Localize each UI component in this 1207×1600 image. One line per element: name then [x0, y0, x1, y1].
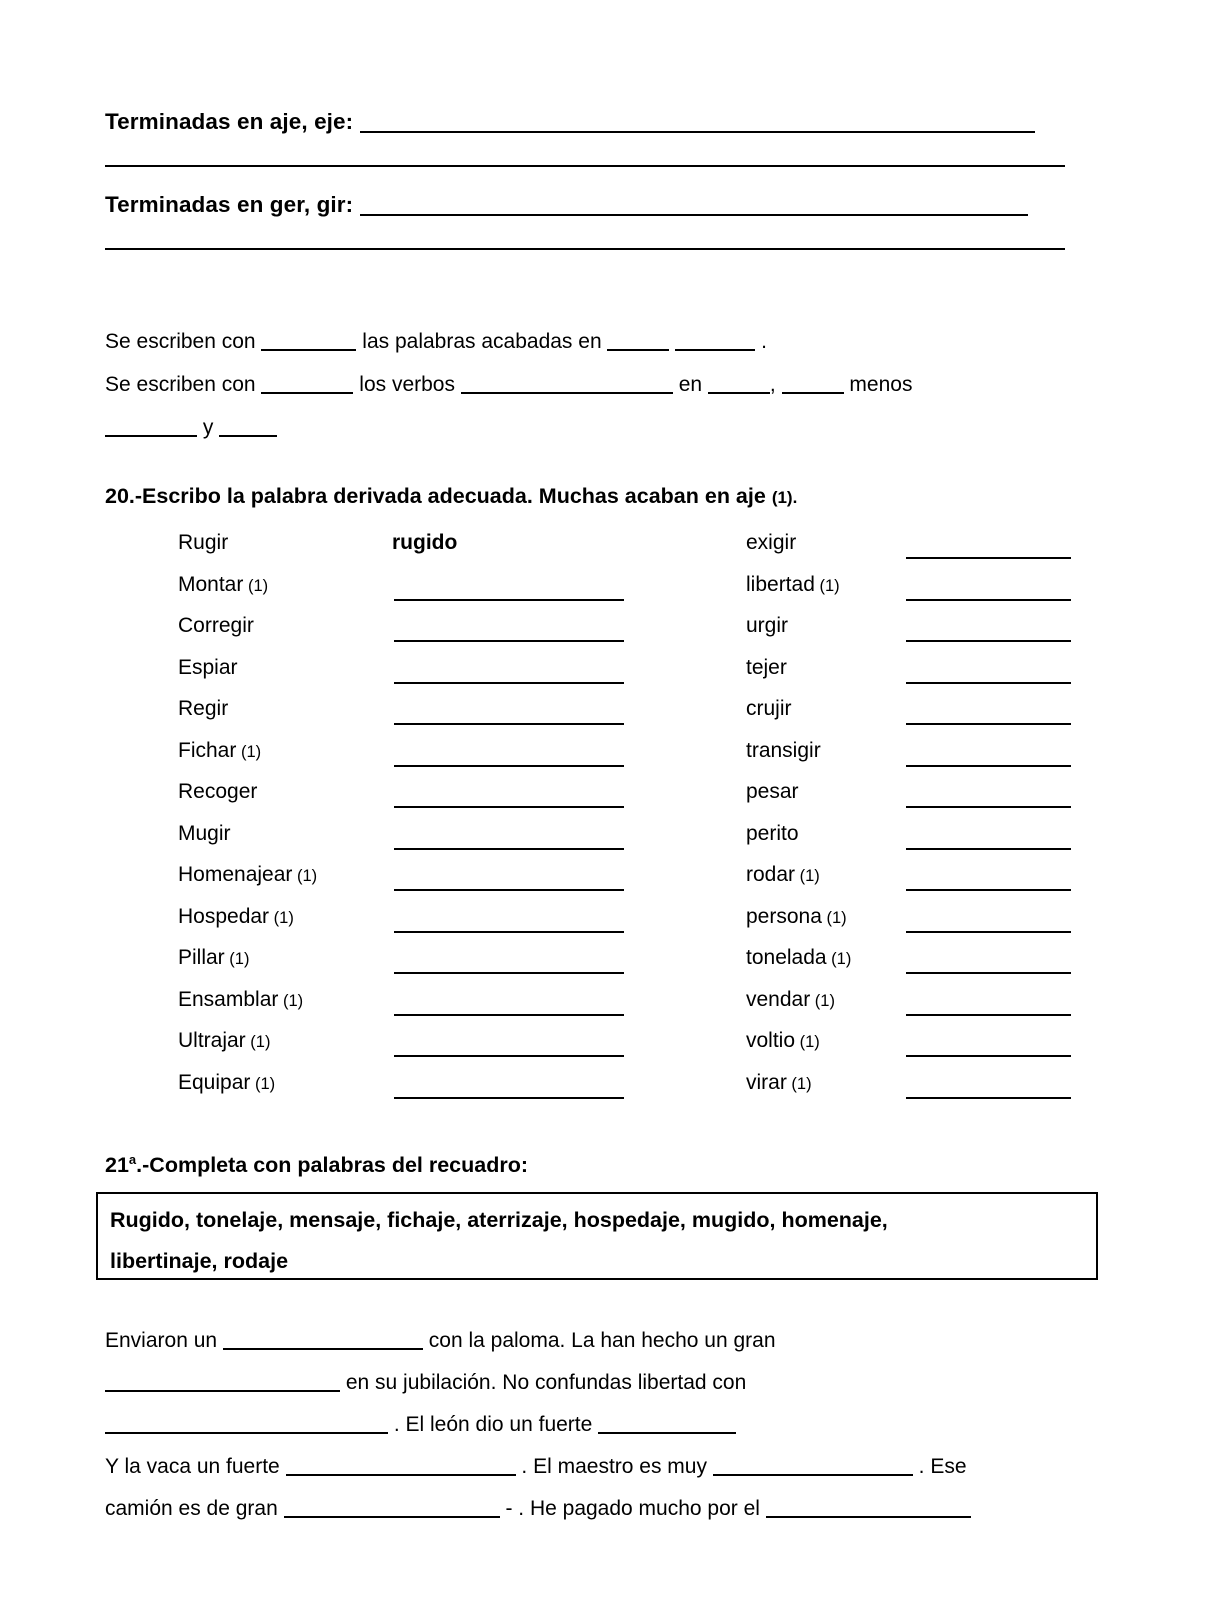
exercise-20-left-answer-blank[interactable]	[394, 931, 624, 933]
exercise-20-row	[0, 654, 1207, 696]
exercise-20-left-answer-blank[interactable]	[394, 765, 624, 767]
cloze4-text-2: . El maestro es muy	[521, 1455, 707, 1478]
word-bank-line-2: libertinaje, rodaje	[110, 1249, 289, 1273]
exercise-20-left-answer-blank[interactable]	[394, 1055, 624, 1057]
rule2-comma: ,	[769, 373, 776, 396]
exercise-20-right-answer-blank[interactable]	[906, 682, 1071, 684]
exercise-21-title-text: .-Completa con palabras del recuadro:	[136, 1153, 529, 1178]
rule1-text-2: las palabras acabadas en	[362, 330, 602, 353]
exercise-20-title-text: 20.-Escribo la palabra derivada adecuada. Muchas acaban en aje	[105, 484, 766, 508]
exercise-20-left-word: Rugir	[178, 531, 229, 554]
endings-section	[105, 108, 1070, 274]
spelling-rules-section	[105, 320, 1105, 449]
rule3-blank-1[interactable]	[105, 414, 197, 437]
exercise-20-row	[0, 1027, 1207, 1069]
exercise-20-left-word: Regir	[178, 697, 229, 720]
rule1-blank-1[interactable]	[261, 328, 356, 351]
exercise-20-right-word: transigir	[746, 738, 821, 762]
exercise-20-right-answer-blank[interactable]	[906, 723, 1071, 725]
exercise-20-row	[0, 986, 1207, 1028]
exercise-20-right-answer-blank[interactable]	[906, 931, 1071, 933]
exercise-20-right-answer-blank[interactable]	[906, 557, 1071, 559]
exercise-20-row	[0, 571, 1207, 613]
exercise-20-right-word: perito	[746, 821, 799, 845]
exercise-20-right-answer-blank[interactable]	[906, 765, 1071, 767]
endings-rule-ger-gir-continuation[interactable]	[105, 248, 1065, 250]
exercise-20-right-answer-blank[interactable]	[906, 1097, 1071, 1099]
word-bank-box	[96, 1192, 1098, 1280]
rule2-text-2: los verbos	[359, 373, 455, 396]
exercise-20-left-word-note: (1)	[224, 950, 250, 968]
rule1-blank-3[interactable]	[675, 328, 755, 351]
cloze-line-2	[105, 1362, 1135, 1404]
cloze1-text-2: con la paloma. La han hecho un gran	[428, 1329, 776, 1352]
exercise-20-left-word-note: (1)	[245, 1033, 271, 1051]
exercise-20-row	[0, 737, 1207, 779]
cloze-paragraph-section	[105, 1320, 1135, 1530]
exercise-20-right-word: pesar	[746, 780, 799, 803]
exercise-20-right-word: rodar (1)	[746, 863, 820, 886]
exercise-20-left-answer-blank[interactable]	[394, 682, 624, 684]
rule-line-1	[105, 320, 1105, 363]
rule-line-2	[105, 363, 1105, 406]
exercise-20-left-answer-blank[interactable]	[394, 972, 624, 974]
rule2-blank-4[interactable]	[782, 371, 844, 394]
endings-label-aje-eje: Terminadas en aje, eje:	[105, 109, 354, 135]
cloze4-blank-1[interactable]	[286, 1453, 516, 1476]
rule1-text-3: .	[761, 330, 767, 353]
exercise-20-right-word-note: (1)	[795, 867, 820, 885]
cloze3-blank-2[interactable]	[598, 1411, 736, 1434]
cloze-line-4	[105, 1446, 1135, 1488]
cloze3-blank-1[interactable]	[105, 1411, 388, 1434]
exercise-20-left-word: Ultrajar (1)	[178, 1029, 271, 1052]
exercise-20-left-word: Mugir	[178, 821, 231, 845]
exercise-20-right-word-note: (1)	[826, 950, 852, 968]
cloze2-text-1: en su jubilación. No confundas libertad con	[345, 1371, 747, 1394]
exercise-21-title	[105, 1152, 528, 1178]
exercise-20-title-note: (1).	[771, 488, 798, 507]
rule1-blank-2[interactable]	[607, 328, 669, 351]
exercise-20-row	[0, 944, 1207, 986]
exercise-20-row	[0, 903, 1207, 945]
exercise-20-left-word: Pillar (1)	[178, 946, 250, 969]
cloze-line-5	[105, 1488, 1135, 1530]
exercise-20-left-word: Espiar	[178, 655, 238, 679]
cloze5-blank-1[interactable]	[284, 1495, 500, 1518]
rule2-text-1: Se escriben con	[105, 373, 256, 396]
exercise-20-left-word: Fichar (1)	[178, 738, 262, 762]
rule-line-3	[105, 406, 1105, 449]
endings-row-ger-gir	[105, 191, 1070, 218]
exercise-20-right-word: crujir	[746, 697, 792, 720]
exercise-20-row	[0, 529, 1207, 571]
endings-rule-aje-eje-continuation[interactable]	[105, 165, 1065, 167]
cloze2-blank-1[interactable]	[105, 1369, 340, 1392]
endings-row-aje-eje	[105, 108, 1070, 135]
rule2-text-3: en	[678, 373, 703, 396]
exercise-20-row	[0, 695, 1207, 737]
word-bank-line-1: Rugido, tonelaje, mensaje, fichaje, aterrizaje, hospedaje, mugido, homenaje,	[110, 1208, 888, 1232]
exercise-20-right-word-note: (1)	[821, 908, 847, 927]
rule2-blank-1[interactable]	[261, 371, 353, 394]
exercise-20-right-word: exigir	[746, 531, 797, 554]
exercise-20-left-word: Hospedar (1)	[178, 904, 294, 928]
exercise-20-left-word-note: (1)	[278, 991, 304, 1010]
endings-label-ger-gir: Terminadas en ger, gir:	[105, 192, 354, 218]
exercise-20-right-word: libertad (1)	[746, 572, 840, 596]
exercise-20-right-word-note: (1)	[814, 576, 840, 595]
exercise-20-right-answer-blank[interactable]	[906, 889, 1071, 891]
rule1-text-1: Se escriben con	[105, 330, 256, 353]
exercise-20-left-word-note: (1)	[292, 867, 318, 885]
endings-blank-aje-eje[interactable]	[360, 108, 1035, 133]
exercise-20-right-word-note: (1)	[795, 1033, 820, 1051]
exercise-21-number: 21	[105, 1153, 129, 1178]
exercise-20-left-answer-blank[interactable]	[394, 1014, 624, 1016]
exercise-20-left-answer-blank[interactable]	[394, 889, 624, 891]
exercise-20-right-word: vendar (1)	[746, 987, 835, 1011]
exercise-20-left-word-note: (1)	[243, 576, 269, 595]
exercise-20-right-answer-blank[interactable]	[906, 972, 1071, 974]
exercise-20-row	[0, 820, 1207, 862]
exercise-20-right-word: persona (1)	[746, 904, 847, 928]
exercise-20-left-answer-blank[interactable]	[394, 848, 624, 850]
cloze4-text-1: Y la vaca un fuerte	[105, 1455, 280, 1478]
exercise-20-right-word: tejer	[746, 655, 787, 679]
exercise-21-ordinal-suffix: a	[128, 1152, 137, 1167]
exercise-20-right-word: voltio (1)	[746, 1029, 820, 1052]
exercise-20-left-answer-blank[interactable]	[394, 1097, 624, 1099]
cloze1-text-1: Enviaron un	[105, 1329, 218, 1352]
cloze-line-1	[105, 1320, 1135, 1362]
cloze5-text-2: - . He pagado mucho por el	[505, 1497, 760, 1520]
exercise-20-left-answer-blank[interactable]	[394, 599, 624, 601]
exercise-20-left-word: Corregir	[178, 614, 254, 637]
exercise-20-right-answer-blank[interactable]	[906, 1014, 1071, 1016]
rule2-text-4: menos	[849, 373, 913, 396]
exercise-20-row	[0, 861, 1207, 903]
exercise-20-left-word: Homenajear (1)	[178, 863, 318, 886]
exercise-20-row	[0, 612, 1207, 654]
exercise-20-right-word-note: (1)	[786, 1074, 812, 1093]
rule2-blank-2[interactable]	[461, 371, 673, 394]
exercise-20-right-answer-blank[interactable]	[906, 640, 1071, 642]
exercise-20-left-answer-blank[interactable]	[394, 640, 624, 642]
exercise-20-left-answer-blank[interactable]	[394, 723, 624, 725]
exercise-20-right-answer-blank[interactable]	[906, 599, 1071, 601]
exercise-20-left-word: Equipar (1)	[178, 1070, 276, 1094]
exercise-20-left-word: Recoger	[178, 780, 258, 803]
exercise-20-right-word-note: (1)	[810, 991, 835, 1010]
cloze1-blank-1[interactable]	[223, 1327, 423, 1350]
exercise-20-title	[105, 484, 797, 509]
rule3-text-1: y	[202, 416, 214, 439]
exercise-20-right-word: virar (1)	[746, 1070, 812, 1094]
cloze4-blank-2[interactable]	[713, 1453, 913, 1476]
exercise-20-left-word: Ensamblar (1)	[178, 987, 304, 1011]
cloze5-blank-2[interactable]	[766, 1495, 971, 1518]
endings-blank-ger-gir[interactable]	[360, 191, 1028, 216]
exercise-20-right-word: tonelada (1)	[746, 946, 852, 969]
exercise-20-left-answer-blank[interactable]	[394, 806, 624, 808]
cloze-line-3	[105, 1404, 1135, 1446]
cloze3-text-1: . El león dio un fuerte	[393, 1413, 593, 1436]
exercise-20-example-answer: rugido	[392, 531, 458, 554]
exercise-20-row	[0, 1069, 1207, 1111]
exercise-20-right-answer-blank[interactable]	[906, 848, 1071, 850]
rule2-blank-3[interactable]	[708, 371, 770, 394]
rule3-blank-2[interactable]	[219, 414, 277, 437]
exercise-20-left-word-note: (1)	[269, 908, 294, 927]
exercise-20-row	[0, 778, 1207, 820]
cloze4-text-3: . Ese	[918, 1455, 967, 1478]
exercise-20-right-answer-blank[interactable]	[906, 1055, 1071, 1057]
exercise-20-left-word: Montar (1)	[178, 572, 269, 596]
exercise-20-left-word-note: (1)	[250, 1074, 276, 1093]
exercise-20-right-word: urgir	[746, 614, 789, 637]
cloze5-text-1: camión es de gran	[105, 1497, 278, 1520]
exercise-20-left-word-note: (1)	[236, 742, 262, 761]
exercise-20-right-answer-blank[interactable]	[906, 806, 1071, 808]
exercise-20-word-table	[0, 529, 1207, 1110]
